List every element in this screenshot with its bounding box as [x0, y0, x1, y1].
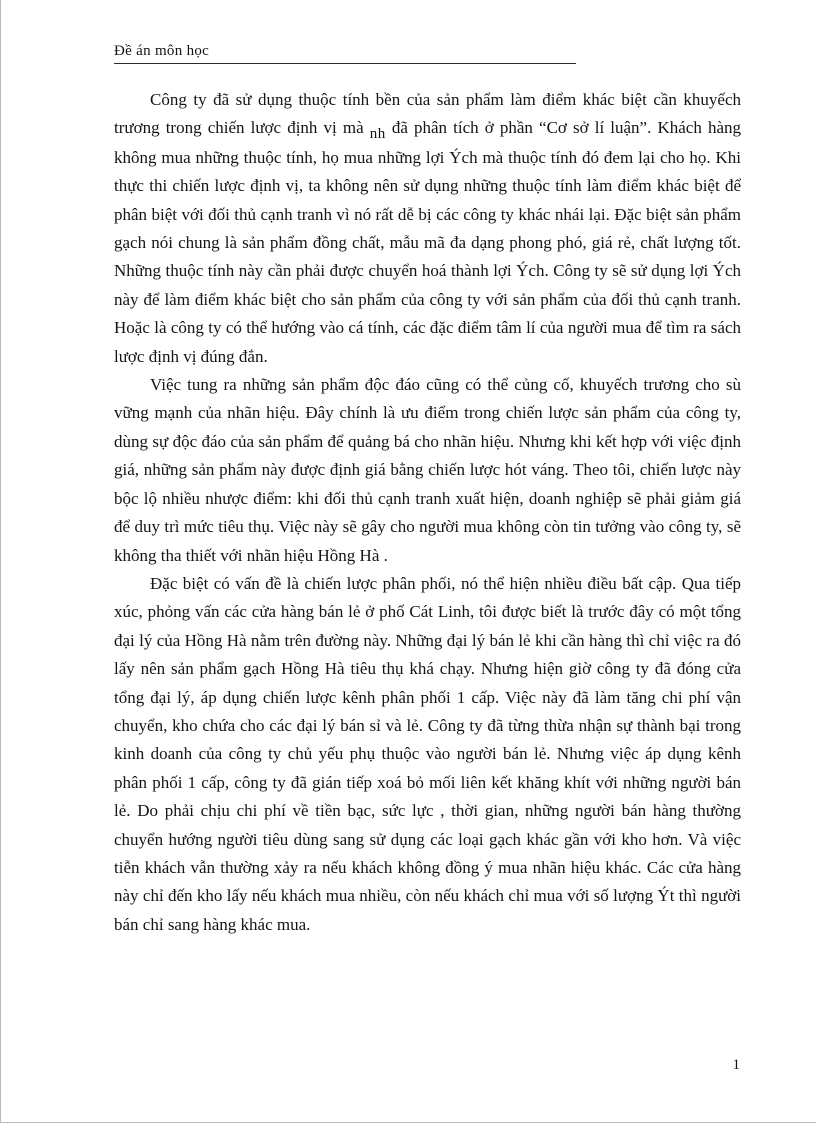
paragraph — [114, 86, 741, 371]
text-run: Đặc biệt có vấn đề là chiến lược phân phối, nó thể hiện nhiều điều bất cập. Qua tiếp xúc, phỏng vấn các cửa hàng bán lẻ ở phố Cát Linh, tôi được biết là trước đây có một tổng đại lý của Hồng Hà nằm trên đường này. Những đại lý bán lẻ khi cần hàng thì chỉ việc ra đó lấy nên sản phẩm gạch Hồng Hà tiêu thụ khá chạy. Nhưng hiện giờ công ty đã đóng cửa tổng đại lý, áp dụng chiến lược kênh phân phối 1 cấp. Việc này đã làm tăng chi phí vận chuyển, kho chứa cho các đại lý bán sỉ và lẻ. Công ty đã từng thừa nhận sự thành bại trong kinh doanh của công ty chủ yếu phụ thuộc vào người bán lẻ. Nhưng việc áp dụng kênh phân phối 1 cấp, công ty đã gián tiếp xoá bỏ mối liên kết khăng khít với những người bán lẻ. Do phải chịu chi phí về tiền bạc, sức lực , thời gian, những người bán hàng thường chuyển hướng người tiêu dùng sang sử dụng các loại gạch khác gần với kho hơn. Và việc tiễn khách vẫn thường xảy ra nếu khách không đồng ý mua nhãn hiệu khác. Các cửa hàng này chỉ đến kho lấy nếu khách mua nhiều, còn nếu khách chỉ mua với số lượng Ýt thì người bán chỉ sang hàng khác mua. — [114, 573, 741, 934]
text-run: Việc tung ra những sản phẩm độc đáo cũng có thể củng cố, khuyếch trương cho sù vững mạnh của nhãn hiệu. Đây chính là ưu điểm trong chiến lược sản phẩm của công ty, dùng sự độc đáo của sản phẩm để quảng bá cho nhãn hiệu. Nhưng khi kết hợp với việc định giá, những sản phẩm này được định giá bằng chiến lược hót váng. Theo tôi, chiến lược này bộc lộ nhiều nhược điểm: khi đối thủ cạnh tranh xuất hiện, doanh nghiệp sẽ phải giảm giá để duy trì mức tiêu thụ. Việc này sẽ gây cho người mua không còn tin tưởng vào công ty, sẽ không tha thiết với nhãn hiệu Hồng Hà . — [114, 375, 741, 565]
subscript-text-run: nh — [369, 126, 386, 143]
text-run: đã phân tích ở phần “Cơ sở lí luận”. Khách hàng không mua những thuộc tính, họ mua những lợi Ých mà thuộc tính đó đem lại cho họ. Khi thực thi chiến lược định vị, ta không nên sử dụng những thuộc tính làm điểm khác biệt để phân biệt với đối thủ cạnh tranh vì nó rất dễ bị các công ty khác nhái lại. Đặc biệt sản phẩm gạch nói chung là sản phẩm đồng chất, mẫu mã đa dạng phong phó, giá rẻ, chất lượng tốt. Những thuộc tính này cần phải được chuyển hoá thành lợi Ých. Công ty sẽ sử dụng lợi Ých này để làm điểm khác biệt cho sản phẩm của công ty với sản phẩm của đối thủ cạnh tranh. Hoặc là công ty có thể hướng vào cá tính, các đặc điểm tâm lí của người mua để tìm ra sách lược định vị đúng đắn. — [114, 118, 741, 366]
paragraph — [114, 570, 741, 939]
document-body — [114, 86, 741, 939]
page-number: 1 — [732, 1057, 740, 1073]
text-run: Công ty đã sử dụng thuộc tính bền của sản phẩm làm điểm khác biệt cần khuyếch trương trong chiến lược định vị mà — [114, 90, 741, 138]
page-header — [114, 42, 576, 64]
header-title: Đề án môn học — [114, 43, 210, 59]
paragraph — [114, 371, 741, 570]
